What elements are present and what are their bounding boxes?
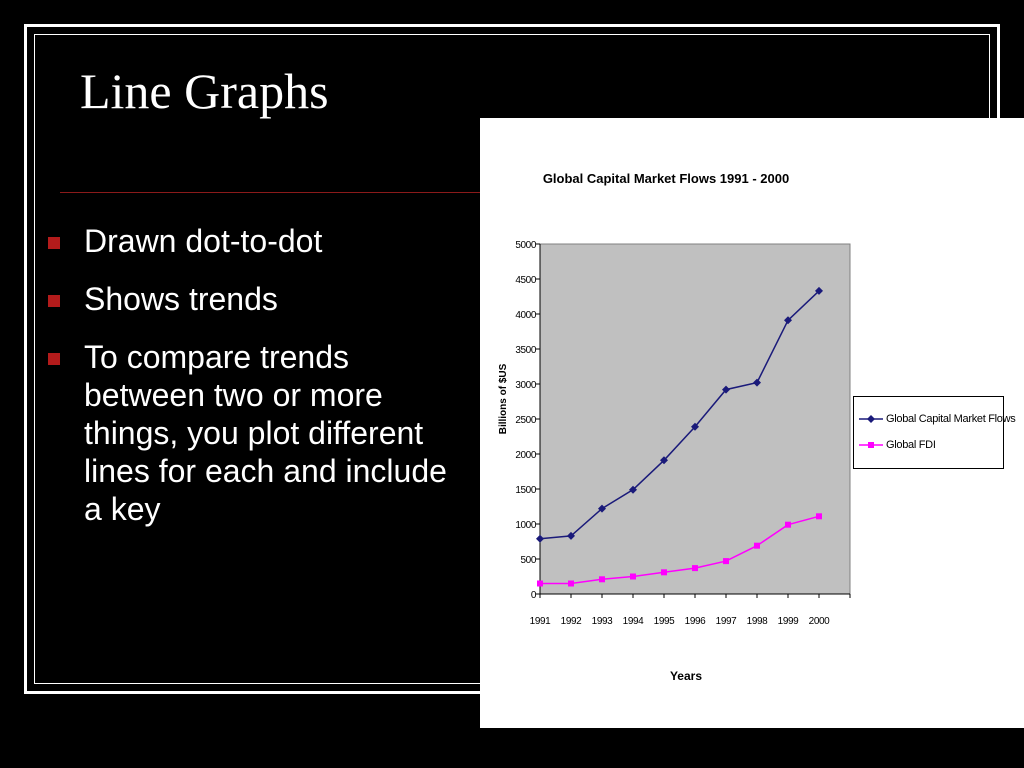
y-tick-label: 2000 <box>515 450 536 461</box>
chart-panel <box>480 118 1024 728</box>
y-tick-label: 5000 <box>515 240 536 251</box>
x-tick-label: 1993 <box>591 616 613 627</box>
bullet-text: Drawn dot-to-dot <box>84 223 323 259</box>
title-divider <box>60 192 484 193</box>
bullet-text: Shows trends <box>84 281 278 317</box>
bullet-item <box>46 338 466 528</box>
y-tick-label: 0 <box>530 590 536 601</box>
square-marker-icon <box>858 437 884 453</box>
x-tick-label: 1992 <box>560 616 582 627</box>
data-point <box>816 513 822 519</box>
square-bullet-icon <box>48 237 60 249</box>
y-tick-label: 3500 <box>515 345 536 356</box>
y-axis-label: Billions of $US <box>498 363 509 435</box>
data-point <box>692 565 698 571</box>
data-point <box>568 581 574 587</box>
x-tick-label: 1999 <box>777 616 799 627</box>
bullet-text: To compare trends between two or more things, you plot different lines for each and include a key <box>84 339 447 527</box>
chart-title: Global Capital Market Flows 1991 - 2000 <box>542 171 790 186</box>
data-point <box>723 558 729 564</box>
x-tick-label: 1997 <box>715 616 737 627</box>
legend-item-series-1 <box>858 411 1016 427</box>
data-point <box>599 576 605 582</box>
legend-label: Global FDI <box>886 439 936 451</box>
x-tick-label: 1994 <box>622 616 644 627</box>
y-tick-label: 3000 <box>515 380 536 391</box>
plot-area <box>540 244 850 594</box>
data-point <box>785 522 791 528</box>
y-tick-label: 1500 <box>515 485 536 496</box>
legend-label: Global Capital Market Flows <box>886 413 1016 425</box>
diamond-marker-icon <box>858 411 884 427</box>
x-tick-label: 1996 <box>684 616 706 627</box>
chart-legend <box>853 396 1016 469</box>
x-tick-label: 1991 <box>529 616 551 627</box>
slide-title: Line Graphs <box>80 63 329 119</box>
y-tick-label: 1000 <box>515 520 536 531</box>
square-bullet-icon <box>48 353 60 365</box>
legend-item-series-2 <box>858 437 1003 453</box>
data-point <box>537 581 543 587</box>
square-bullet-icon <box>48 295 60 307</box>
x-tick-label: 1995 <box>653 616 675 627</box>
bullet-list <box>46 222 466 548</box>
x-tick-label: 1998 <box>746 616 768 627</box>
x-axis-label: Years <box>669 669 703 683</box>
y-tick-label: 4500 <box>515 275 536 286</box>
x-tick-label: 2000 <box>808 616 830 627</box>
data-point <box>754 543 760 549</box>
data-point <box>661 569 667 575</box>
data-point <box>630 574 636 580</box>
bullet-item <box>46 280 466 318</box>
y-tick-label: 500 <box>520 555 536 566</box>
bullet-item <box>46 222 466 260</box>
y-tick-label: 2500 <box>515 415 536 426</box>
y-tick-label: 4000 <box>515 310 536 321</box>
